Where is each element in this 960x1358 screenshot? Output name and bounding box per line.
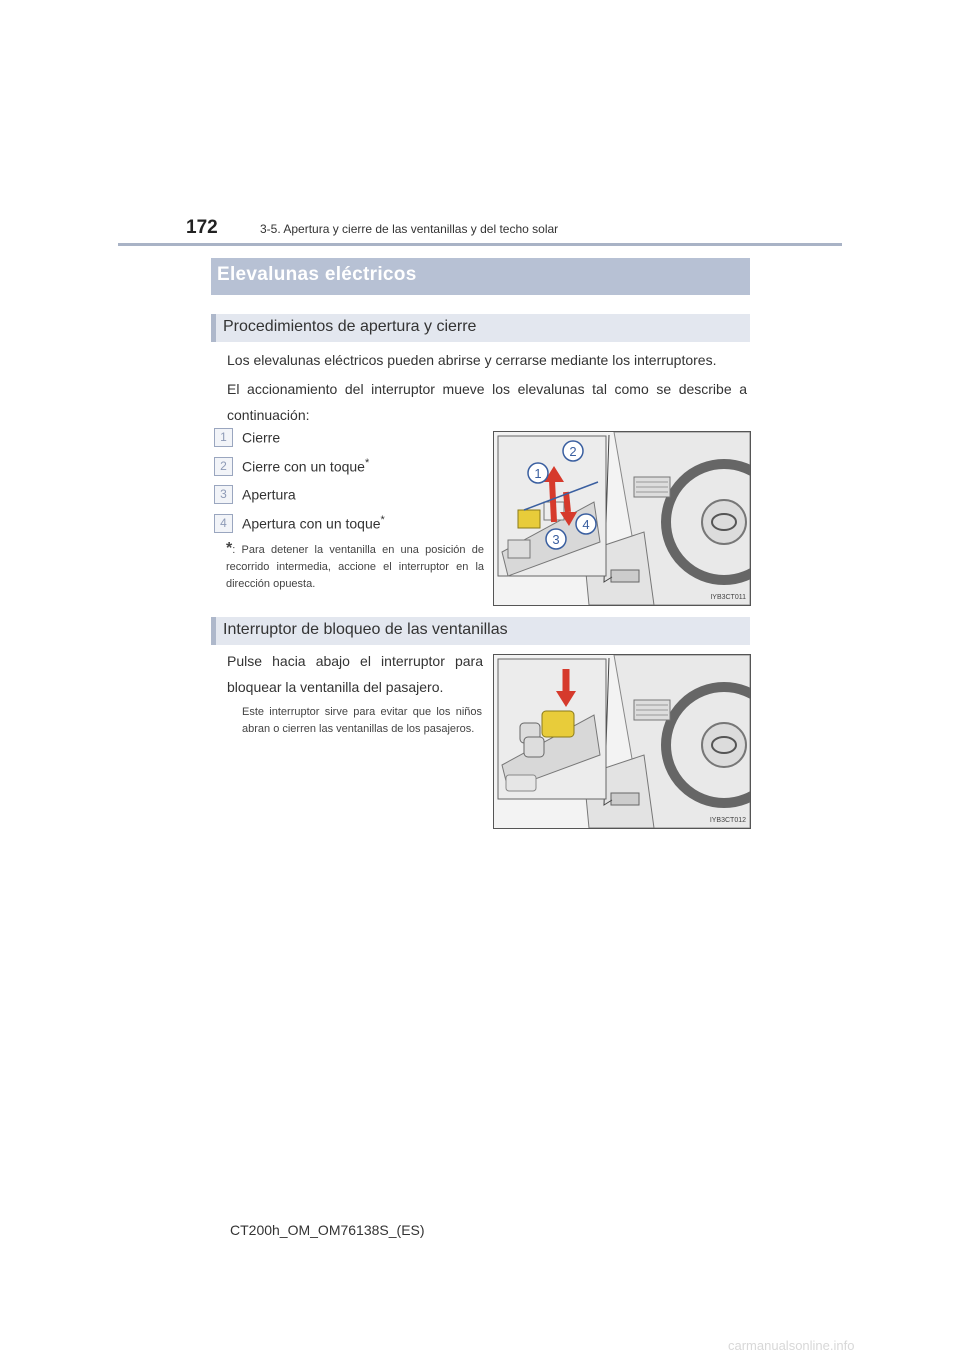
window-switch-illustration	[494, 432, 750, 605]
callout-2: 2	[569, 444, 577, 459]
footer-code: CT200h_OM_OM76138S_(ES)	[230, 1222, 425, 1238]
figure-code: IYB3CT012	[709, 817, 746, 824]
lock-heading-bar	[211, 617, 750, 645]
footnote: *: Para detener la ventanilla en una posición de recorrido intermedia, accione el interruptor en la dirección opuesta.	[226, 540, 484, 590]
item-number: 3	[214, 485, 233, 504]
section-header: 3-5. Apertura y cierre de las ventanillas y del techo solar	[260, 222, 559, 236]
intro-text-2: El accionamiento del interruptor mueve los elevalunas tal como se describe a continuación:	[227, 381, 747, 423]
lock-heading: Interruptor de bloqueo de las ventanillas	[223, 621, 508, 638]
page-title: Elevalunas eléctricos	[217, 264, 417, 285]
page-number: 172	[186, 217, 218, 238]
lock-switch-figure	[493, 654, 751, 829]
item-number: 1	[214, 428, 233, 447]
window-switch-figure	[493, 431, 751, 606]
page-title-bar	[211, 258, 750, 295]
watermark: carmanualsonline.info	[728, 1338, 855, 1353]
figure-code: IYB3CT011	[710, 594, 746, 601]
lock-text: Pulse hacia abajo el interruptor para bloquear la ventanilla del pasajero.	[227, 653, 483, 695]
item-number: 4	[214, 514, 233, 533]
item-number: 2	[214, 457, 233, 476]
item-label: Cierre	[242, 429, 281, 446]
item-label: Apertura	[242, 486, 296, 503]
item-label: Cierre con un toque*	[242, 457, 370, 475]
heading-accent	[211, 617, 216, 645]
lock-switch-illustration	[494, 655, 750, 828]
callout-4: 4	[582, 517, 590, 532]
procedures-heading: Procedimientos de apertura y cierre	[223, 318, 477, 335]
item-label: Apertura con un toque*	[242, 514, 385, 532]
procedures-heading-bar	[211, 314, 750, 342]
intro-text: Los elevalunas eléctricos pueden abrirse y cerrarse mediante los interruptores.	[227, 352, 717, 368]
heading-accent	[211, 314, 216, 342]
lock-note: Este interruptor sirve para evitar que los niños abran o cierren las ventanillas de los pasajeros.	[242, 706, 482, 735]
header-rule	[118, 243, 842, 246]
callout-1: 1	[534, 466, 542, 481]
callout-3: 3	[552, 532, 560, 547]
